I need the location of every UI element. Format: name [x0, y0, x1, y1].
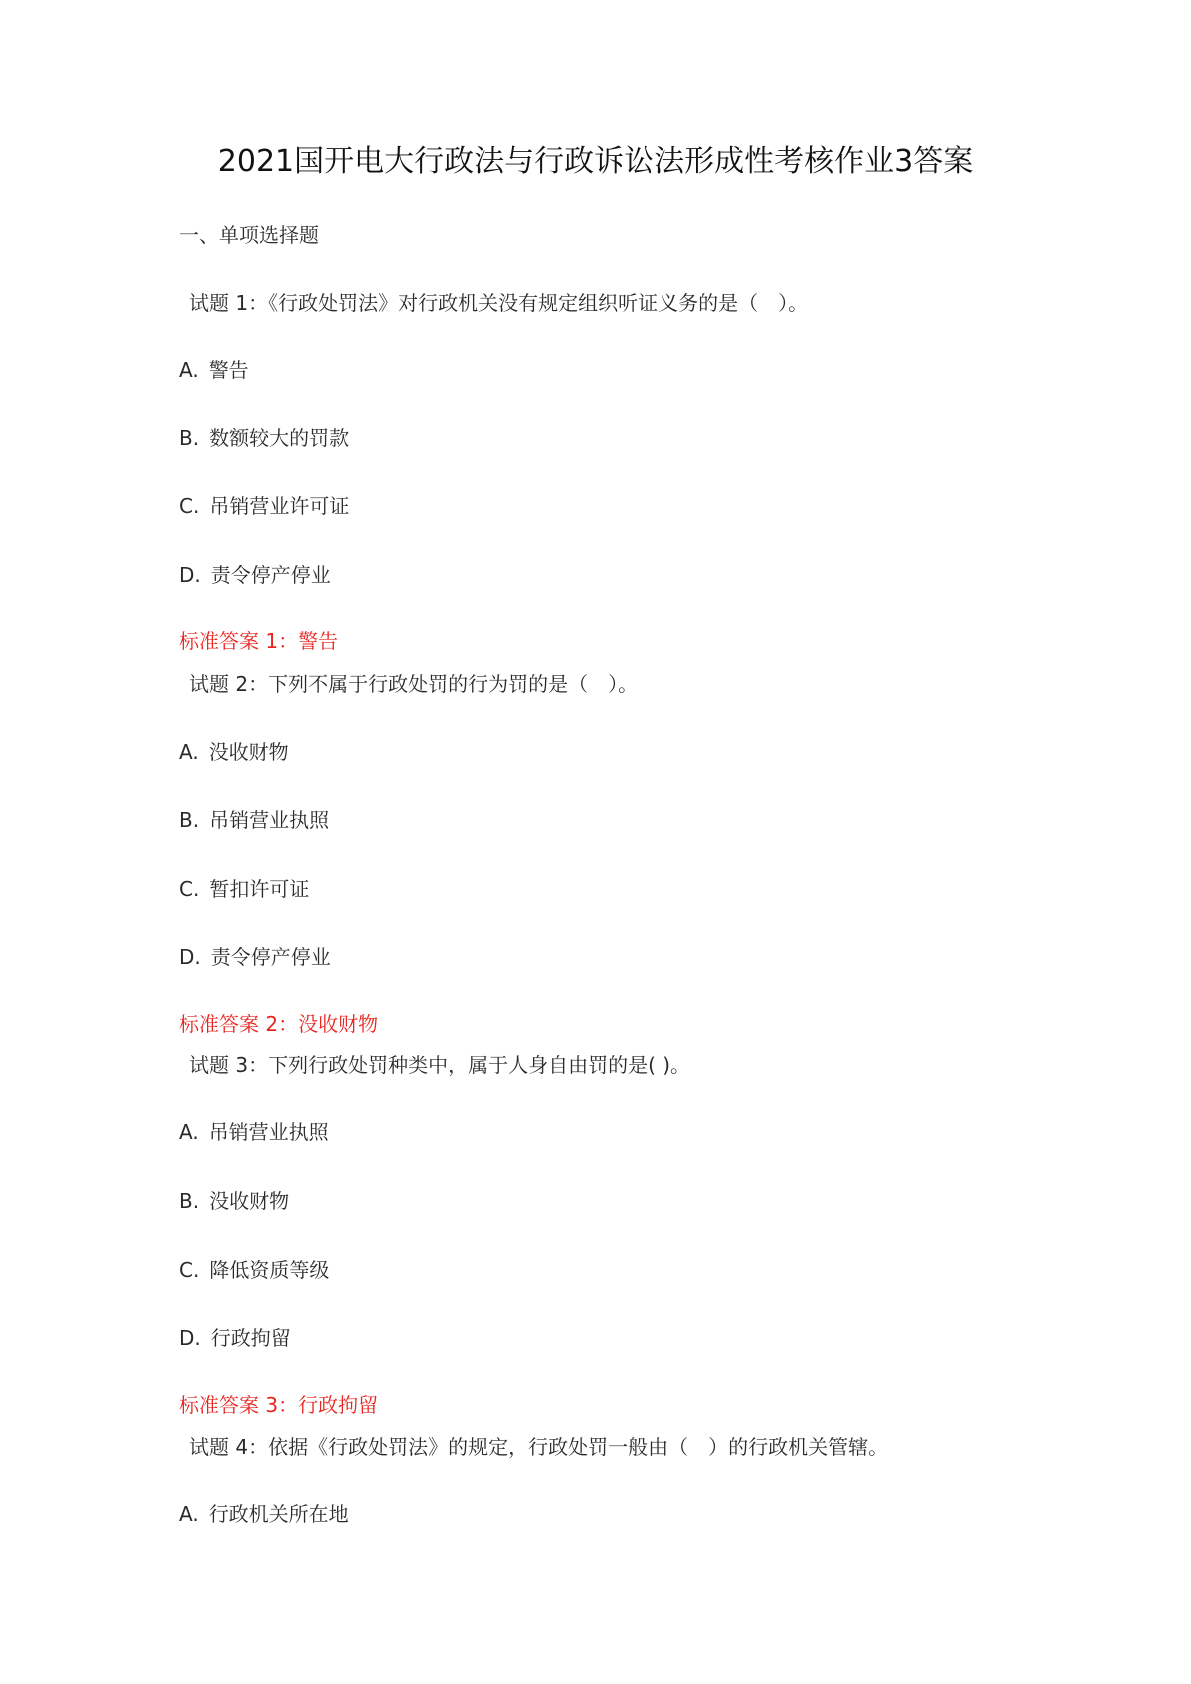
question-1-option-d: [179, 561, 331, 589]
option-text: 数额较大的罚款: [209, 426, 350, 450]
option-text: 吊销营业执照: [208, 1120, 329, 1144]
option-letter: D.: [179, 563, 201, 587]
option-text: 责令停产停业: [210, 945, 331, 969]
page-title: 2021国开电大行政法与行政诉讼法形成性考核作业3答案: [217, 144, 974, 179]
question-2-answer: 标准答案 2：没收财物: [179, 1012, 379, 1036]
option-letter: A.: [179, 1120, 199, 1144]
question-1-option-c: [179, 492, 349, 520]
question-4-option-a: [179, 1500, 349, 1528]
question-3-option-a: [179, 1118, 329, 1146]
question-4-stem: 试题 4：依据《行政处罚法》的规定，行政处罚一般由（ ）的行政机关管辖。: [189, 1435, 889, 1459]
question-3-option-c: [179, 1256, 329, 1284]
option-letter: C.: [179, 877, 200, 901]
option-text: 行政拘留: [210, 1326, 291, 1350]
question-1-option-b: [179, 424, 349, 452]
question-1-answer: 标准答案 1：警告: [179, 629, 339, 653]
question-1-stem: 试题 1：《行政处罚法》对行政机关没有规定组织听证义务的是（ ）。: [189, 291, 809, 315]
question-3-option-b: [179, 1187, 289, 1215]
option-text: 降低资质等级: [209, 1258, 330, 1282]
option-text: 吊销营业许可证: [209, 494, 350, 518]
option-letter: B.: [179, 808, 200, 832]
option-letter: D.: [179, 945, 201, 969]
option-text: 没收财物: [208, 740, 289, 764]
question-2-stem: 试题 2：下列不属于行政处罚的行为罚的是（ ）。: [189, 672, 639, 696]
question-3-option-d: [179, 1324, 291, 1352]
question-2-option-b: [179, 806, 329, 834]
option-text: 吊销营业执照: [209, 808, 330, 832]
question-2-option-c: [179, 875, 309, 903]
section-heading: 一、单项选择题: [179, 223, 319, 247]
option-text: 暂扣许可证: [209, 877, 310, 901]
question-2-option-d: [179, 943, 331, 971]
option-letter: A.: [179, 358, 199, 382]
option-text: 行政机关所在地: [208, 1502, 349, 1526]
option-letter: C.: [179, 494, 200, 518]
option-letter: B.: [179, 426, 200, 450]
option-letter: C.: [179, 1258, 200, 1282]
option-letter: D.: [179, 1326, 201, 1350]
option-text: 责令停产停业: [210, 563, 331, 587]
option-text: 警告: [208, 358, 249, 382]
option-letter: A.: [179, 1502, 199, 1526]
question-3-answer: 标准答案 3：行政拘留: [179, 1393, 379, 1417]
question-2-option-a: [179, 738, 289, 766]
option-letter: B.: [179, 1189, 200, 1213]
question-1-option-a: [179, 356, 249, 384]
option-letter: A.: [179, 740, 199, 764]
option-text: 没收财物: [209, 1189, 290, 1213]
question-3-stem: 试题 3：下列行政处罚种类中，属于人身自由罚的是( )。: [189, 1053, 691, 1077]
